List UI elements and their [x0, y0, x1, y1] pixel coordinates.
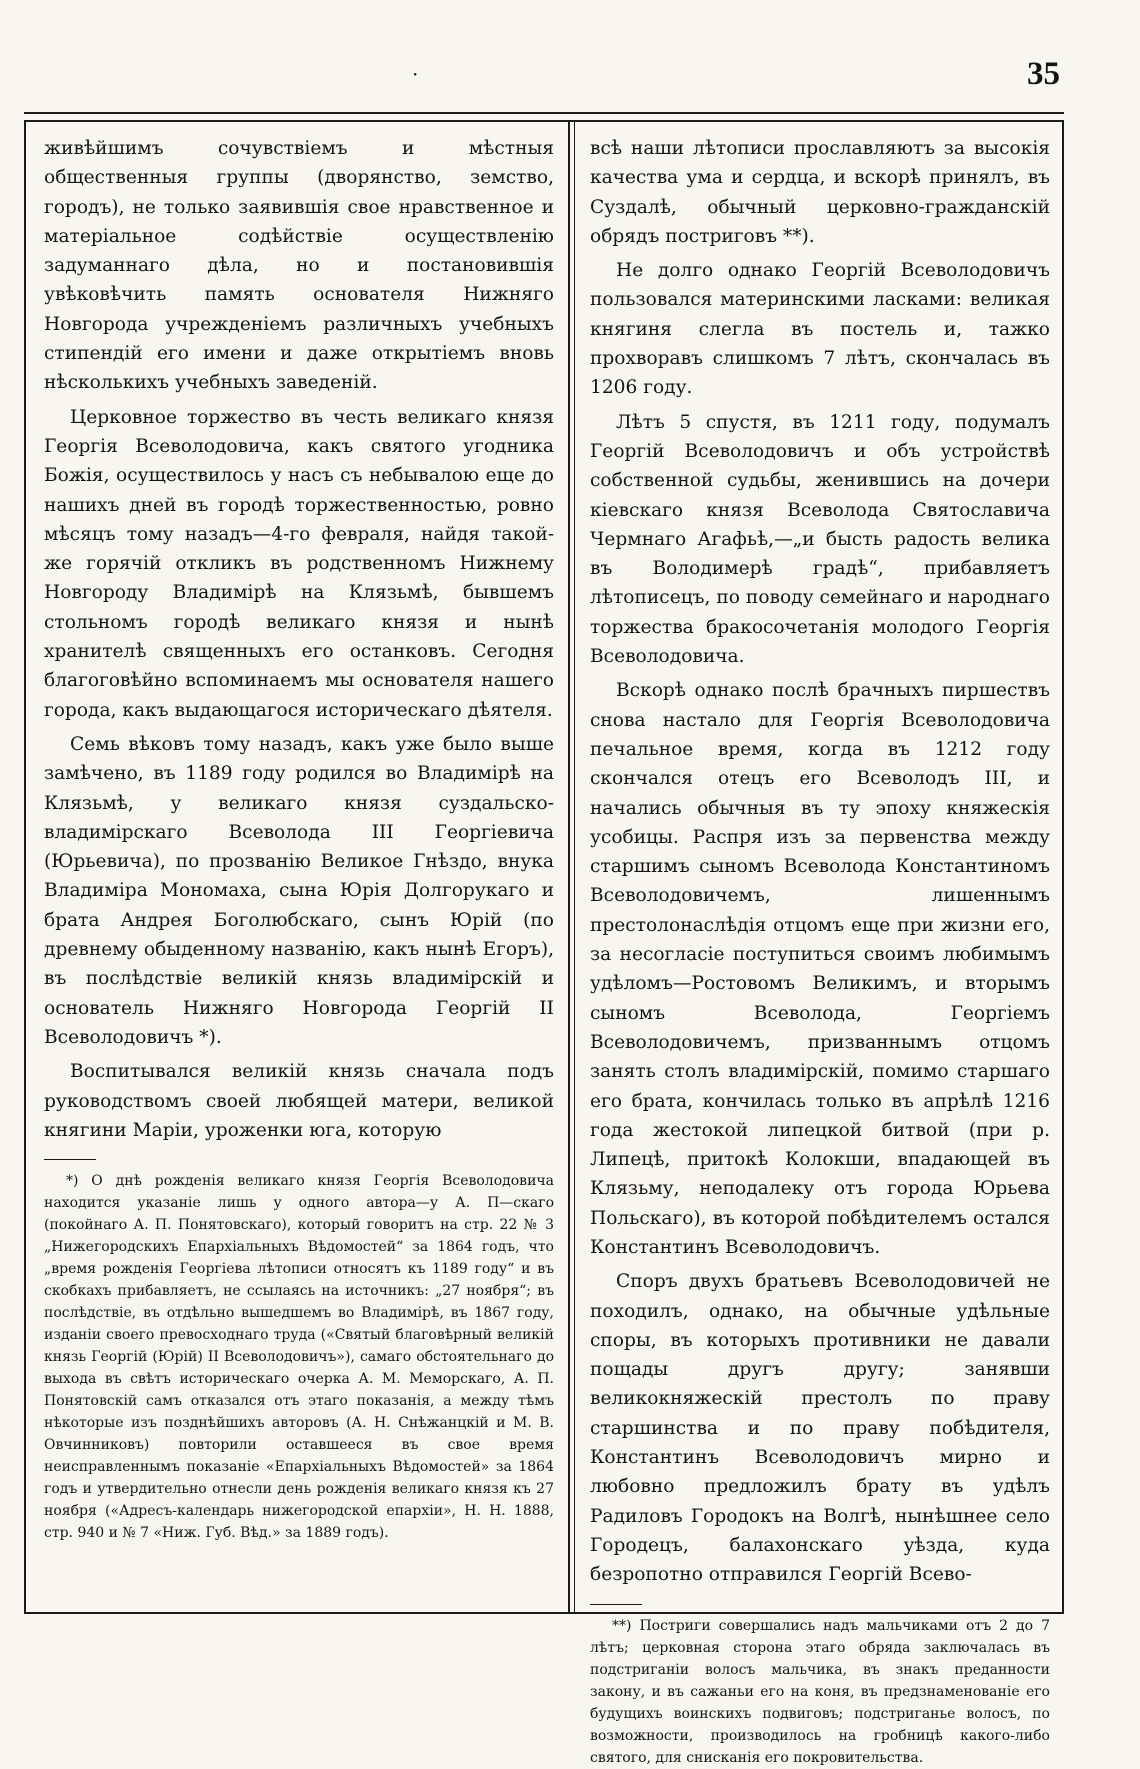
- left-paragraph-1: живѣйшимъ сочувствіемъ и мѣстныя общественныя группы (дворянство, земство, городъ), не только заявившія свое нравственное и матеріальное содѣйствіе осуществленію задуманнаго дѣла, но и постановившія увѣковѣчить память основателя Нижняго Новгорода учрежденіемъ различныхъ учебныхъ стипендій его имени и даже открытіемъ вновь нѣсколькихъ учебныхъ заведеній.: [44, 138, 554, 394]
- left-paragraph-4: Воспитывался великій князь сначала подъ руководствомъ своей любящей матери, великой княгини Маріи, уроженки юга, которую: [44, 1061, 554, 1141]
- left-paragraph-2: Церковное торжество въ честь великаго князя Георгія Всеволодовича, какъ святого угодника Божія, осуществилось у насъ съ небывалою еще до нашихъ дней въ городѣ торжественностью, ровно мѣсяцъ тому назадъ—4-го февраля, найдя такой-же горячій откликъ въ родственномъ Нижнему Новгороду Владимірѣ на Клязьмѣ, бывшемъ стольномъ городѣ великаго князя и нынѣ хранителѣ священныхъ его останковъ. Сегодня благоговѣйно вспоминаемъ мы основателя нашего города, какъ выдающагося историческаго дѣятеля.: [44, 406, 554, 721]
- page-frame: [24, 120, 1064, 1766]
- left-paragraph-3: Семь вѣковъ тому назадъ, какъ уже было выше замѣчено, въ 1189 году родился во Владимірѣ на Клязьмѣ, у великаго князя суздальско-владимірскаго Всеволода III Георгіевича (Юрьевича), по прозванію Великое Гнѣздо, внука Владиміра Мономаха, сына Юрія Долгорукаго и брата Андрея Боголюбскаго, сынъ Юрій (по древнему обыденному названію, какъ нынѣ Егоръ), въ послѣдствіе великій князь владимірскій и основатель Нижняго Новгорода Георгій II Всеволодовичъ *).: [44, 733, 554, 1048]
- header-dot: ·: [412, 62, 419, 86]
- left-footnote: *) О днѣ рожденія великаго князя Георгія Всеволодовича находится указаніе лишь у одного автора—у А. П—скаго (покойнаго А. П. Понятовскаго), который говоритъ на стр. 22 № 3 „Нижегородскихъ Епархіальныхъ Вѣдомостей“ за 1864 годъ, что „время рожденія Георгіева лѣтописи относятъ къ 1189 году“ и въ скобкахъ прибавляетъ, не ссылаясь на источникъ: „27 ноября“; въ послѣдствіе, въ отдѣльно вышедшемъ во Владимірѣ, въ 1867 году, изданіи своего превосходнаго труда («Святый благовѣрный великій князь Георгій (Юрій) II Всеволодовичъ»), самаго обстоятельнаго до выхода въ свѣтъ историческаго очерка А. М. Меморскаго, А. П. Понятовскій самъ отказался отъ этаго показанія, а между тѣмъ нѣкоторые изъ позднѣйшихъ авторовъ (А. Н. Снѣжанцкій и М. В. Овчинниковъ) повторили оставшееся въ свое время неисправленнымъ показаніе «Епархіальныхъ Вѣдомостей» за 1864 годъ и утвердительно отнесли день рожденія великаго князя къ 27 ноября («Адресъ-календарь нижегородской епархіи», Н. Н. 1888, стр. 940 и № 7 «Ниж. Губ. Вѣд.» за 1889 годъ).: [44, 1173, 554, 1542]
- left-column: [26, 122, 568, 1612]
- right-paragraph-4: Вскорѣ однако послѣ брачныхъ пиршествъ снова настало для Георгія Всеволодовича печальное время, когда въ 1212 году скончался отецъ его Всеволодъ III, и начались обычныя въ ту эпоху княжескія усобицы. Распря изъ за первенства между старшимъ сыномъ Всеволода Константиномъ Всеволодовичемъ, лишеннымъ престолонаслѣдія отцомъ еще при жизни его, за несогласіе поступиться своимъ любимымъ удѣломъ—Ростовомъ Великимъ, и вторымъ сыномъ Всеволода, Георгіемъ Всеволодовичемъ, призваннымъ отцомъ занять столъ владимірскій, помимо старшаго его брата, кончилась только въ апрѣлѣ 1216 года жестокой липецкой битвой (при р. Липецѣ, притокѣ Колокши, впадающей въ Клязьму, неподалеку отъ города Юрьева Польскаго), въ которой побѣдителемъ остался Константинъ Всеволодовичъ.: [590, 680, 1050, 1258]
- right-footnote-rule: [590, 1604, 642, 1605]
- right-paragraph-2: Не долго однако Георгій Всеволодовичъ пользовался материнскими ласками: великая княгиня слегла въ постель и, тажко прохворавъ слишкомъ 7 лѣтъ, скончалась въ 1206 году.: [590, 260, 1050, 399]
- right-footnote: **) Постриги совершались надъ мальчиками отъ 2 до 7 лѣтъ; церковная сторона этаго обряда заключалась въ подстриганіи волосъ мальчика, въ знакъ преданности закону, и въ сажаньи его на коня, въ предзнаменованіе его будущихъ воинскихъ подвиговъ; подстриганье волосъ, по возможности, производилось на гробницѣ какого-либо святого, для снисканія его покровительства.: [590, 1617, 1050, 1766]
- right-column: [568, 122, 1064, 1766]
- left-footnote-rule: [44, 1159, 96, 1160]
- right-paragraph-5: Споръ двухъ братьевъ Всеволодовичей не походилъ, однако, на обычные удѣльные споры, въ которыхъ противники не давали пощады другъ другу; занявши великокняжескій престолъ по праву старшинства и по праву побѣдителя, Константинъ Всеволодовичъ мирно и любовно предложилъ брату въ удѣлъ Радиловъ Городокъ на Волгѣ, нынѣшнее село Городецъ, балахонскаго уѣзда, куда безропотно отправился Георгій Всево-: [590, 1271, 1050, 1586]
- page-number: 35: [1027, 56, 1060, 92]
- right-paragraph-1: всѣ наши лѣтописи прославляютъ за высокія качества ума и сердца, и вскорѣ принялъ, въ Суздалѣ, обычный церковно-гражданскій обрядъ постриговъ **).: [590, 138, 1050, 247]
- right-paragraph-3: Лѣтъ 5 спустя, въ 1211 году, подумалъ Георгій Всеволодовичъ и объ устройствѣ собственной судьбы, женившись на дочери кіевскаго князя Всеволода Святославича Чермнаго Агафьѣ,—„и бысть радость велика въ Володимерѣ градѣ“, прибавляетъ лѣтописецъ, по поводу семейнаго и народнаго торжества бракосочетанія молодого Георгія Всеволодовича.: [590, 411, 1050, 668]
